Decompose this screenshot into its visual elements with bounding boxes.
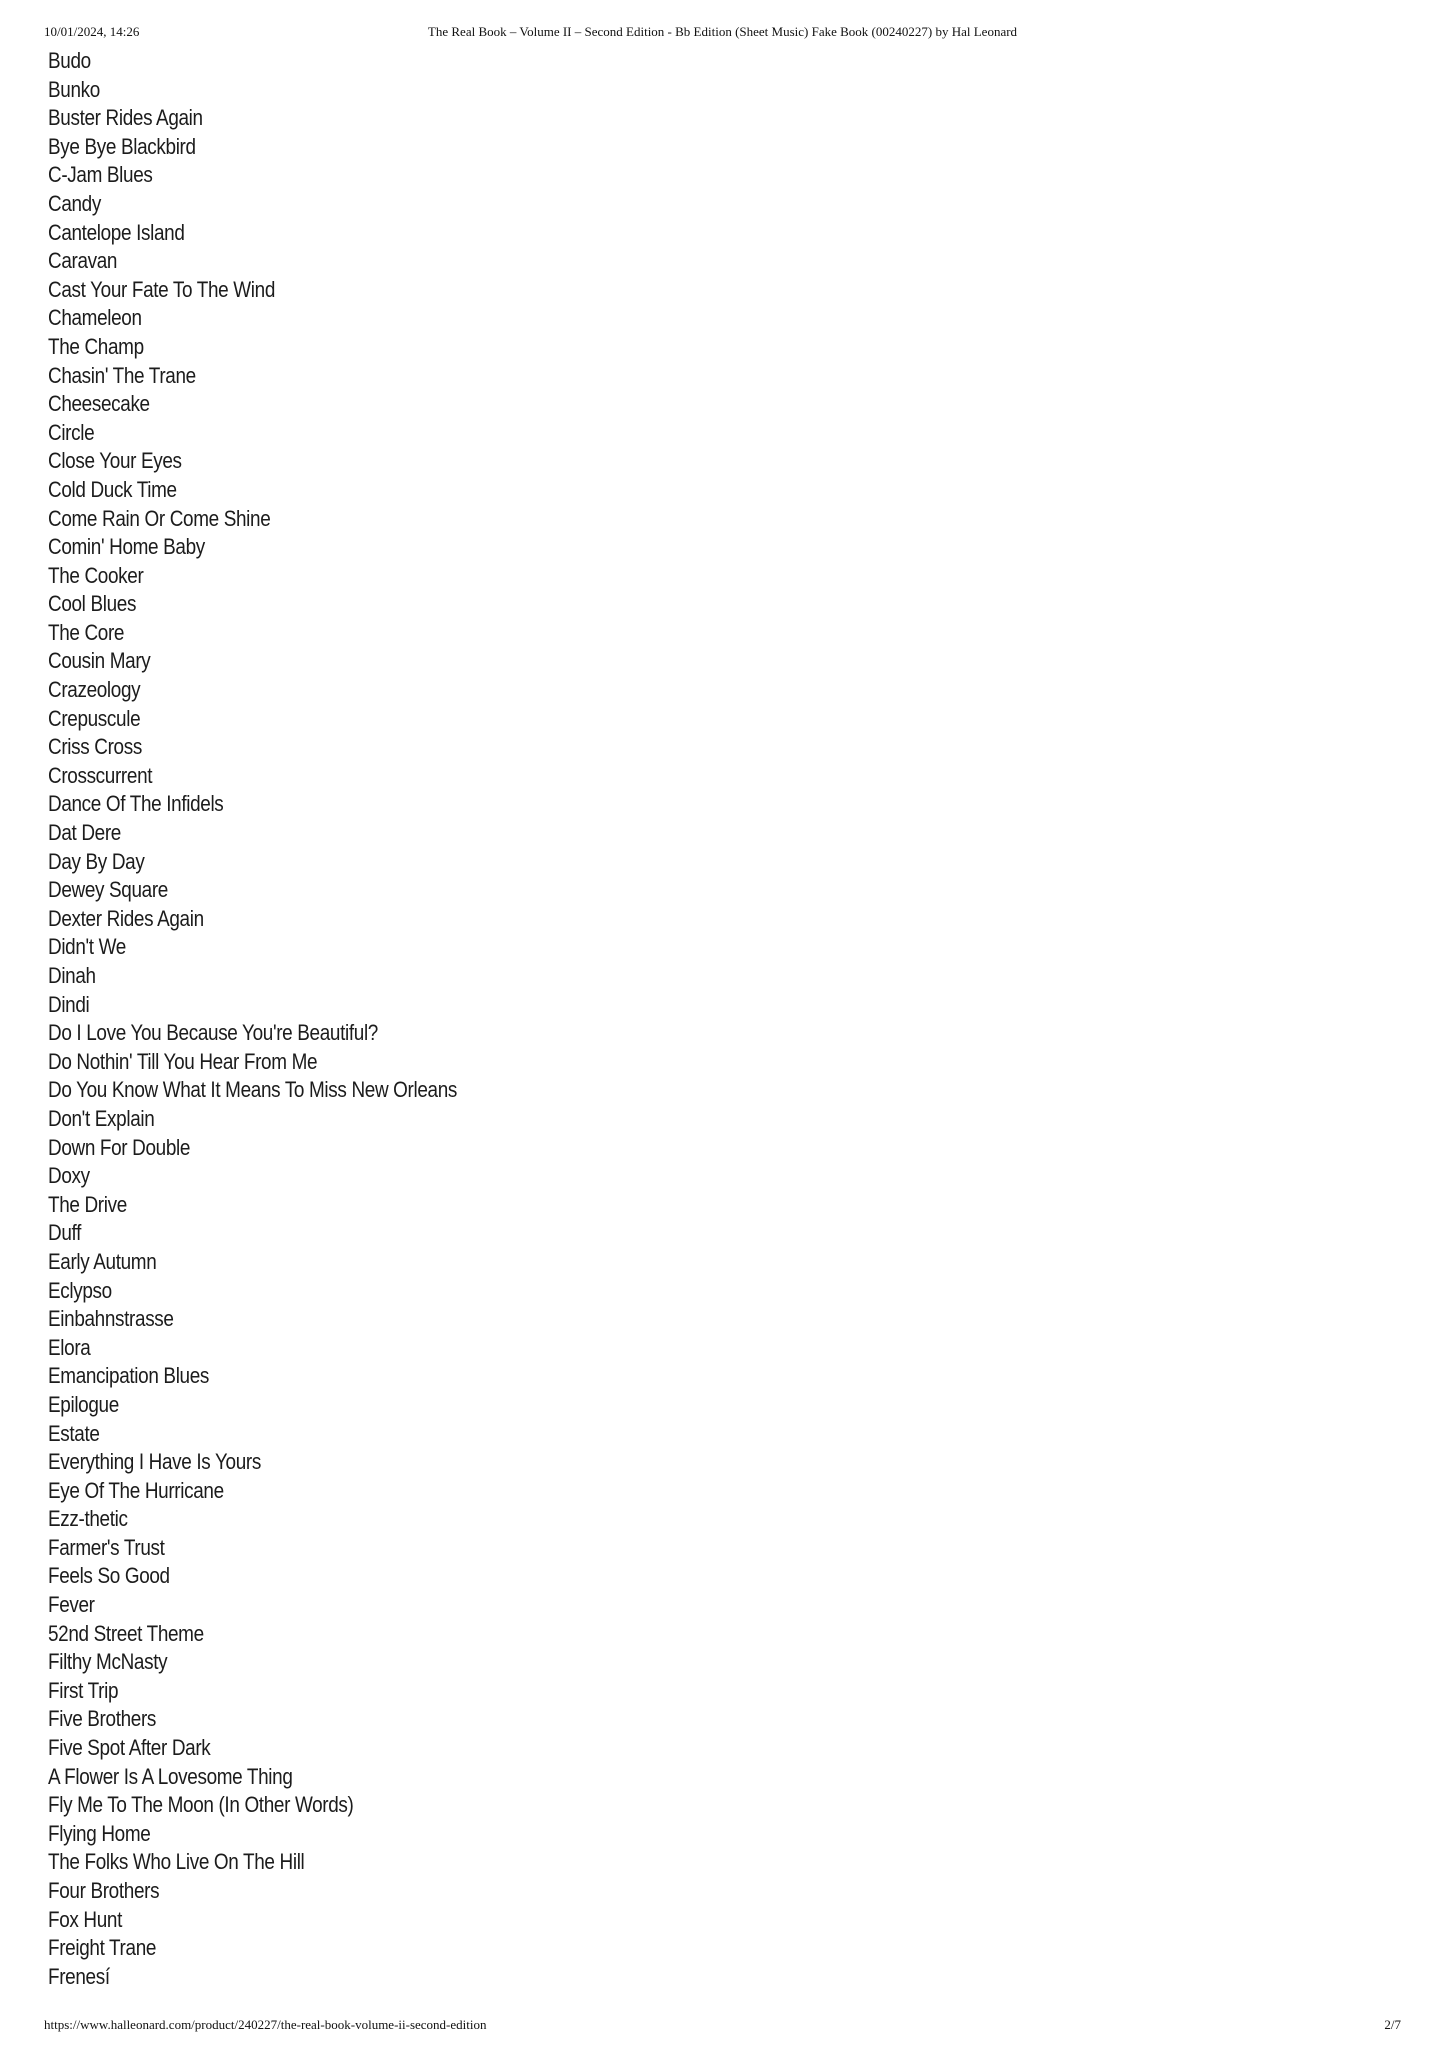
song-title: Do I Love You Because You're Beautiful? xyxy=(48,1020,378,1046)
song-title: First Trip xyxy=(48,1677,119,1703)
song-title: Do You Know What It Means To Miss New Orleans xyxy=(48,1077,458,1103)
print-header xyxy=(44,24,1401,44)
song-title: Dat Dere xyxy=(48,820,121,846)
song-title: 52nd Street Theme xyxy=(48,1620,204,1646)
song-title: Cool Blues xyxy=(48,591,137,617)
song-title: Ezz-thetic xyxy=(48,1506,128,1532)
song-title: C-Jam Blues xyxy=(48,162,153,188)
song-title: Flying Home xyxy=(48,1820,151,1846)
song-title: Come Rain Or Come Shine xyxy=(48,505,271,531)
song-title: Duff xyxy=(48,1220,81,1246)
song-title: Bye Bye Blackbird xyxy=(48,133,196,159)
song-title: Farmer's Trust xyxy=(48,1534,165,1560)
song-title: A Flower Is A Lovesome Thing xyxy=(48,1763,293,1789)
song-title: Estate xyxy=(48,1420,100,1446)
song-title: Do Nothin' Till You Hear From Me xyxy=(48,1048,318,1074)
song-title: Freight Trane xyxy=(48,1935,157,1961)
song-title: Didn't We xyxy=(48,934,126,960)
song-title: Candy xyxy=(48,190,101,216)
song-title: Filthy McNasty xyxy=(48,1649,168,1675)
song-title: Comin' Home Baby xyxy=(48,534,205,560)
song-title: The Drive xyxy=(48,1191,127,1217)
song-title: Emancipation Blues xyxy=(48,1363,210,1389)
song-title: Day By Day xyxy=(48,848,145,874)
page-url: https://www.halleonard.com/product/240227/the-real-book-volume-ii-second-edition xyxy=(44,2017,487,2032)
song-title: Buster Rides Again xyxy=(48,105,203,131)
song-title: Eclypso xyxy=(48,1277,112,1303)
song-title: Dexter Rides Again xyxy=(48,905,204,931)
song-title: Four Brothers xyxy=(48,1878,160,1903)
song-title: Chasin' The Trane xyxy=(48,362,196,388)
song-title: The Cooker xyxy=(48,562,144,588)
print-datetime: 10/01/2024, 14:26 xyxy=(44,24,140,39)
song-title: Cold Duck Time xyxy=(48,476,177,502)
song-title: Caravan xyxy=(48,248,118,274)
song-title: Dinah xyxy=(48,963,96,988)
song-title: Everything I Have Is Yours xyxy=(48,1449,261,1475)
song-title: Eye Of The Hurricane xyxy=(48,1477,224,1503)
song-title: Five Spot After Dark xyxy=(48,1735,211,1761)
song-title: Fever xyxy=(48,1592,95,1618)
print-footer xyxy=(44,2017,1401,2037)
page-number: 2/7 xyxy=(1384,2017,1401,2032)
song-list xyxy=(48,47,457,1991)
song-title: Circle xyxy=(48,419,95,445)
song-title: The Folks Who Live On The Hill xyxy=(48,1849,305,1875)
song-title: Dewey Square xyxy=(48,877,168,903)
song-title: Epilogue xyxy=(48,1391,119,1417)
document-title: The Real Book – Volume II – Second Edition - Bb Edition (Sheet Music) Fake Book (00240227) by Hal Leonard xyxy=(427,24,1018,39)
song-title: Cousin Mary xyxy=(48,648,151,674)
song-title: Bunko xyxy=(48,76,100,102)
song-title: Frenesí xyxy=(48,1963,110,1989)
song-title: Budo xyxy=(48,48,91,73)
song-title: Don't Explain xyxy=(48,1105,155,1131)
song-title: Dance Of The Infidels xyxy=(48,791,224,817)
song-title: Feels So Good xyxy=(48,1563,170,1589)
song-title: Cast Your Fate To The Wind xyxy=(48,276,275,302)
song-title: Crepuscule xyxy=(48,705,141,731)
song-title: Close Your Eyes xyxy=(48,448,182,474)
song-title: Cantelope Island xyxy=(48,219,185,245)
song-title: Cheesecake xyxy=(48,391,150,417)
song-title: Einbahnstrasse xyxy=(48,1306,174,1332)
song-title: Down For Double xyxy=(48,1134,191,1160)
song-title: Doxy xyxy=(48,1163,90,1189)
song-title: The Champ xyxy=(48,333,144,359)
song-title: Dindi xyxy=(48,991,90,1017)
song-title: Early Autumn xyxy=(48,1248,157,1274)
song-title: Criss Cross xyxy=(48,734,142,760)
song-title: Elora xyxy=(48,1334,91,1360)
song-title: Five Brothers xyxy=(48,1706,157,1732)
song-title: Fly Me To The Moon (In Other Words) xyxy=(48,1792,354,1818)
song-title: Crazeology xyxy=(48,677,141,703)
song-title: Fox Hunt xyxy=(48,1906,123,1932)
song-title: Chameleon xyxy=(48,305,142,331)
song-title: Crosscurrent xyxy=(48,762,153,788)
song-title: The Core xyxy=(48,619,125,645)
